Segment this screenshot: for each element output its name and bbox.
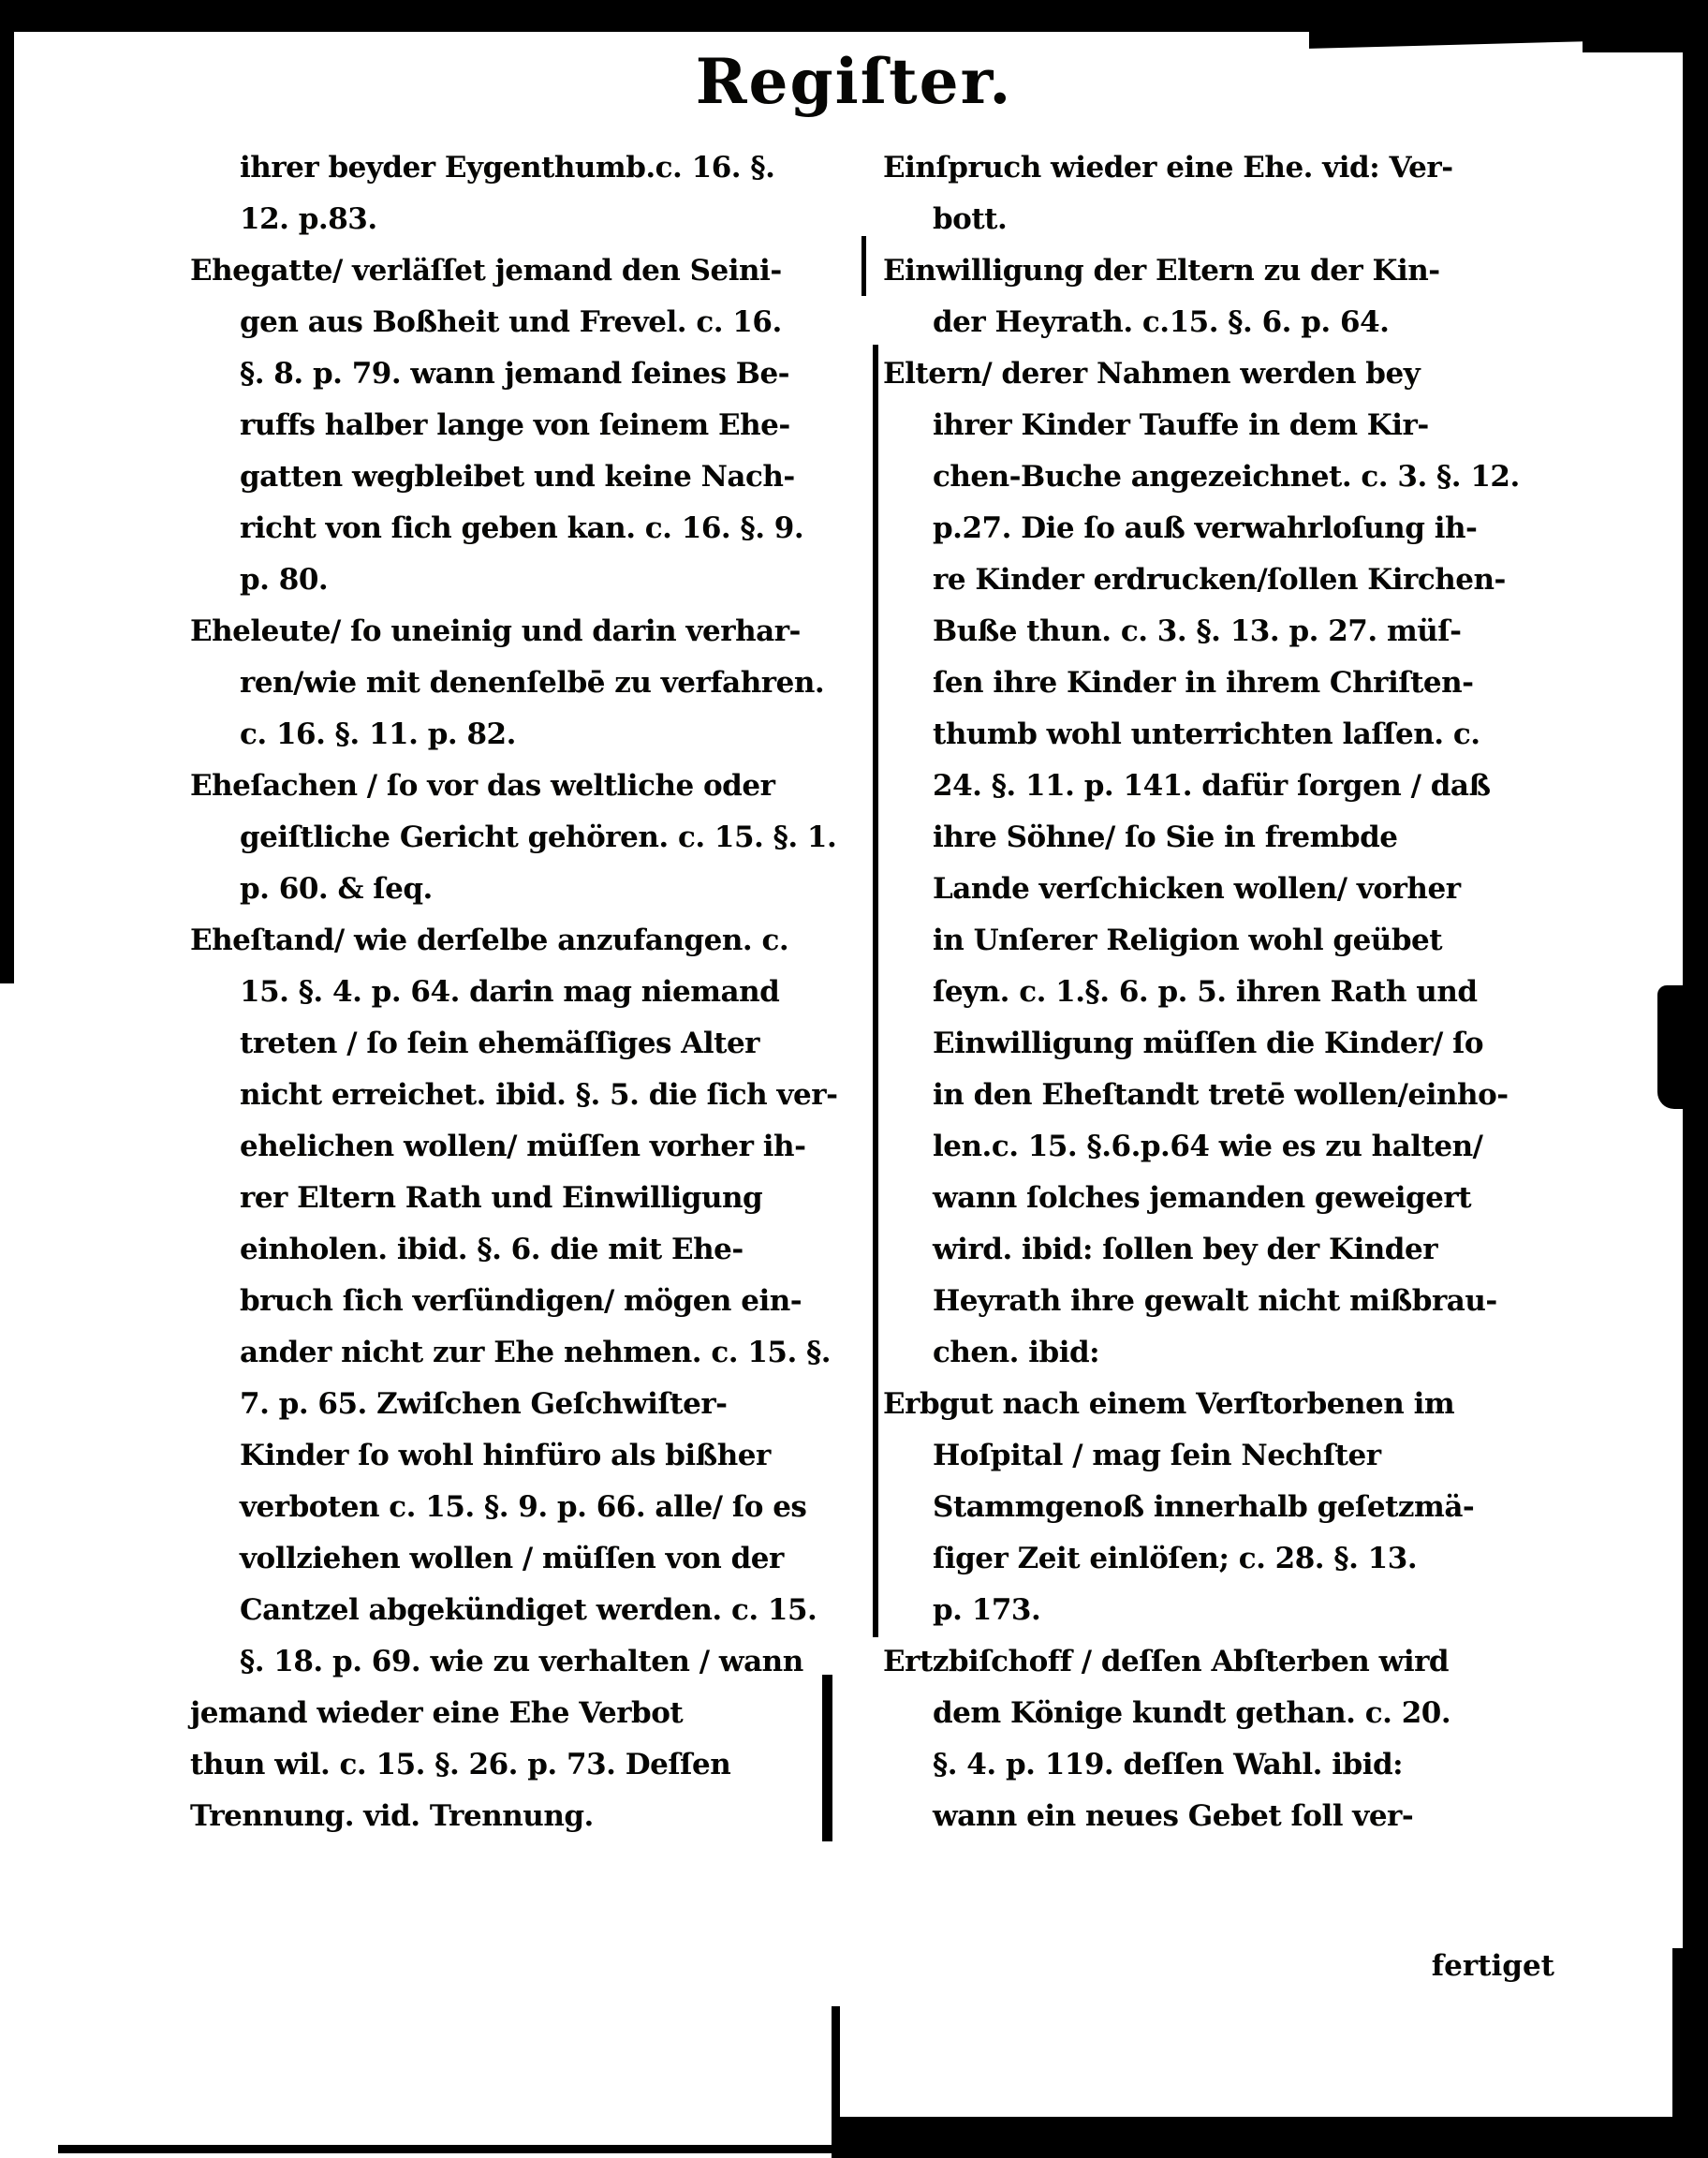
text-line: Stammgenoß innerhalb geſetzmä- — [933, 1490, 1475, 1524]
text-line: jemand wieder eine Ehe Verbot — [190, 1696, 684, 1730]
text-line: thun wil. c. 15. §. 26. p. 73. Deſſen — [190, 1748, 731, 1781]
text-line: chen-Buche angezeichnet. c. 3. §. 12. — [933, 460, 1520, 494]
text-line: p.27. Die ſo auß verwahrloſung ih- — [933, 511, 1478, 545]
text-line: Eheleute/ ſo uneinig und darin verhar- — [190, 614, 801, 648]
text-line: bruch ſich verſündigen/ mögen ein- — [240, 1284, 802, 1318]
text-line: ihrer Kinder Tauffe in dem Kir- — [933, 408, 1429, 442]
text-line: nicht erreichet. ibid. §. 5. die ſich ver- — [240, 1078, 838, 1112]
text-line: ehelichen wollen/ müſſen vorher ih- — [240, 1130, 806, 1163]
scan-edge-artifact-top-blob — [1309, 13, 1590, 49]
catchword: fertiget — [1431, 1949, 1554, 1983]
text-line: Ertzbiſchoff / deſſen Abſterben wird — [883, 1645, 1450, 1678]
text-line: p. 80. — [240, 563, 329, 597]
text-line: Einwilligung müſſen die Kinder/ ſo — [933, 1027, 1484, 1060]
text-line: re Kinder erdrucken/ſollen Kirchen- — [933, 563, 1506, 597]
text-line: Eheſtand/ wie derſelbe anzufangen. c. — [190, 924, 789, 957]
text-line: ren/wie mit denenſelbē zu verfahren. — [240, 666, 825, 700]
column-divider — [873, 345, 878, 1637]
text-line: gen aus Boßheit und Frevel. c. 16. — [240, 305, 782, 339]
text-line: 12. p.83. — [240, 202, 377, 236]
text-line: wird. ibid: ſollen bey der Kinder — [933, 1233, 1438, 1266]
text-line: ſen ihre Kinder in ihrem Chriſten- — [933, 666, 1474, 700]
text-line: thumb wohl unterrichten laſſen. c. — [933, 717, 1480, 751]
text-line: treten / ſo ſein ehemäſſiges Alter — [240, 1027, 760, 1060]
text-line: geiſtliche Gericht gehören. c. 15. §. 1. — [240, 820, 837, 854]
text-line: Cantzel abgekündiget werden. c. 15. — [240, 1593, 817, 1627]
text-line: §. 4. p. 119. deſſen Wahl. ibid: — [933, 1748, 1404, 1781]
text-line: 24. §. 11. p. 141. dafür ſorgen / daß — [933, 769, 1491, 803]
text-line: len.c. 15. §.6.p.64 wie es zu halten/ — [933, 1130, 1483, 1163]
column-divider — [832, 2006, 840, 2147]
text-line: 7. p. 65. Zwiſchen Geſchwiſter- — [240, 1387, 728, 1421]
text-line: 15. §. 4. p. 64. darin mag niemand — [240, 975, 780, 1009]
text-line: Erbgut nach einem Verſtorbenen im — [883, 1387, 1455, 1421]
text-line: gatten wegbleibet und keine Nach- — [240, 460, 795, 494]
text-line: der Heyrath. c.15. §. 6. p. 64. — [933, 305, 1390, 339]
scan-edge-artifact-bottom-line — [58, 2145, 835, 2153]
text-line: wann ein neues Gebet ſoll ver- — [933, 1799, 1414, 1833]
text-line: Einſpruch wieder eine Ehe. vid: Ver- — [883, 151, 1453, 185]
text-line: ander nicht zur Ehe nehmen. c. 15. §. — [240, 1336, 832, 1369]
text-line: §. 8. p. 79. wann jemand ſeines Be- — [240, 357, 790, 391]
text-line: rer Eltern Rath und Einwilligung — [240, 1181, 763, 1215]
text-line: p. 60. & ſeq. — [240, 872, 433, 906]
text-line: Heyrath ihre gewalt nicht mißbrau- — [933, 1284, 1497, 1318]
text-line: Lande verſchicken wollen/ vorher — [933, 872, 1461, 906]
text-line: bott. — [933, 202, 1008, 236]
text-line: vollziehen wollen / müſſen von der — [240, 1542, 784, 1575]
text-line: Trennung. vid. Trennung. — [190, 1799, 594, 1833]
text-line: p. 173. — [933, 1593, 1041, 1627]
text-line: ſeyn. c. 1.§. 6. p. 5. ihren Rath und — [933, 975, 1478, 1009]
text-line: in den Eheſtandt tretē wollen/einho- — [933, 1078, 1509, 1112]
text-line: verboten c. 15. §. 9. p. 66. alle/ ſo es — [240, 1490, 807, 1524]
text-line: Buße thun. c. 3. §. 13. p. 27. müſ- — [933, 614, 1462, 648]
index-column-right — [883, 142, 1520, 1842]
scan-edge-artifact-bottom — [832, 2117, 1708, 2158]
text-line: chen. ibid: — [933, 1336, 1100, 1369]
page-title: Regiſter. — [695, 45, 1013, 118]
text-line: Kinder ſo wohl hinfüro als bißher — [240, 1439, 771, 1472]
scan-edge-artifact-left — [0, 0, 14, 983]
text-line: Ehegatte/ verläſſet jemand den Seini- — [190, 254, 782, 288]
text-line: Eltern/ derer Nahmen werden bey — [883, 357, 1421, 391]
text-line: in Unſerer Religion wohl geübet — [933, 924, 1443, 957]
text-line: Hoſpital / mag ſein Nechſter — [933, 1439, 1381, 1472]
text-line: ruffs halber lange von ſeinem Ehe- — [240, 408, 790, 442]
text-line: ihrer beyder Eygenthumb.c. 16. §. — [240, 151, 775, 185]
text-line: Einwilligung der Eltern zu der Kin- — [883, 254, 1440, 288]
text-line: ihre Söhne/ ſo Sie in frembde — [933, 820, 1398, 854]
text-line: dem Könige kundt gethan. c. 20. — [933, 1696, 1451, 1730]
text-line: einholen. ibid. §. 6. die mit Ehe- — [240, 1233, 744, 1266]
column-divider — [861, 236, 866, 296]
text-line: richt von ſich geben kan. c. 16. §. 9. — [240, 511, 804, 545]
text-line: §. 18. p. 69. wie zu verhalten / wann — [240, 1645, 803, 1678]
index-column-left — [190, 142, 837, 1842]
scan-edge-artifact-right-blob — [1657, 985, 1708, 1109]
text-line: ſiger Zeit einlöſen; c. 28. §. 13. — [933, 1542, 1418, 1575]
text-line: c. 16. §. 11. p. 82. — [240, 717, 516, 751]
text-line: wann ſolches jemanden geweigert — [933, 1181, 1472, 1215]
text-line: Eheſachen / ſo vor das weltliche oder — [190, 769, 775, 803]
